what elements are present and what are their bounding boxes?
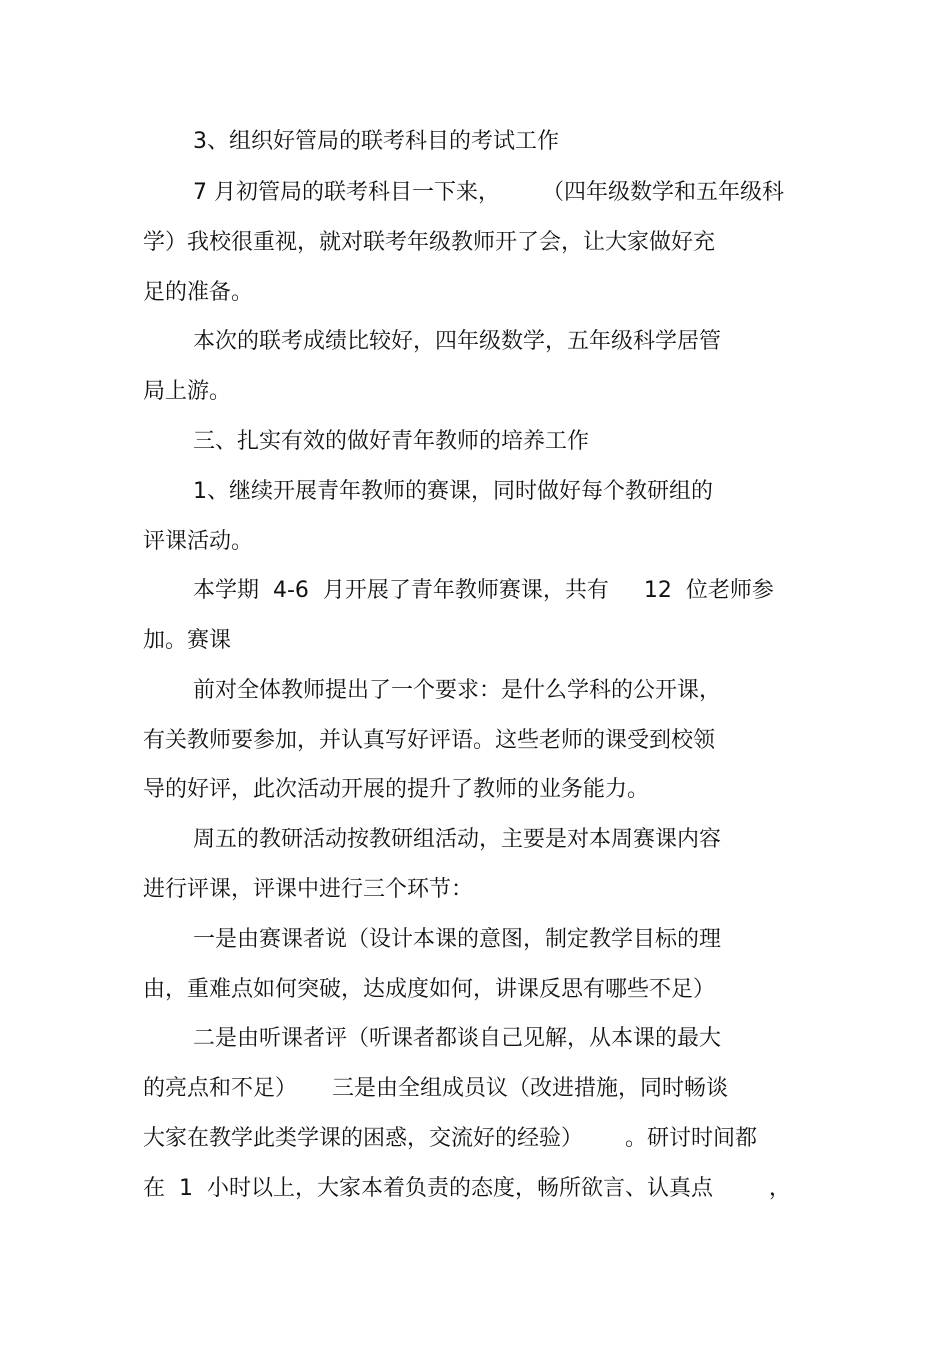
paragraph-line: 由，重难点如何突破，达成度如何，讲课反思有哪些不足） xyxy=(143,977,716,1002)
paragraph-line: 足的准备。 xyxy=(143,280,254,305)
paragraph-line: 在 1 小时以上，大家本着负责的态度，畅所欲言、认真点 ， xyxy=(143,1176,791,1201)
paragraph-line: 本次的联考成绩比较好，四年级数学，五年级科学居管 xyxy=(193,329,722,354)
paragraph-line: 前对全体教师提出了一个要求：是什么学科的公开课， xyxy=(193,678,722,703)
paragraph-line: 周五的教研活动按教研组活动，主要是对本周赛课内容 xyxy=(193,827,722,852)
paragraph-line: 学）我校很重视，就对联考年级教师开了会，让大家做好充 xyxy=(143,230,716,255)
heading-exam-work: 3、组织好管局的联考科目的考试工作 xyxy=(193,129,559,154)
paragraph-line: 7 月初管局的联考科目一下来， （四年级数学和五年级科 xyxy=(193,180,784,205)
paragraph-line: 本学期 4-6 月开展了青年教师赛课，共有 12 位老师参 xyxy=(193,578,774,603)
paragraph-line: 大家在教学此类学课的困惑，交流好的经验） 。研讨时间都 xyxy=(143,1126,757,1151)
paragraph-line: 导的好评，此次活动开展的提升了教师的业务能力。 xyxy=(143,777,650,802)
paragraph-line: 有关教师要参加，并认真写好评语。这些老师的课受到校领 xyxy=(143,728,716,753)
paragraph-line: 的亮点和不足） 三是由全组成员议（改进措施，同时畅谈 xyxy=(143,1076,728,1101)
paragraph-line: 局上游。 xyxy=(143,379,232,404)
section-heading-teacher-training: 三、扎实有效的做好青年教师的培养工作 xyxy=(193,429,590,454)
paragraph-line: 二是由听课者评（听课者都谈自己见解，从本课的最大 xyxy=(193,1026,722,1051)
paragraph-line: 1、继续开展青年教师的赛课，同时做好每个教研组的 xyxy=(193,479,713,504)
paragraph-line: 评课活动。 xyxy=(143,529,254,554)
paragraph-line: 加。赛课 xyxy=(143,628,232,653)
paragraph-line: 一是由赛课者说（设计本课的意图，制定教学目标的理 xyxy=(193,927,722,952)
paragraph-line: 进行评课，评课中进行三个环节： xyxy=(143,877,474,902)
